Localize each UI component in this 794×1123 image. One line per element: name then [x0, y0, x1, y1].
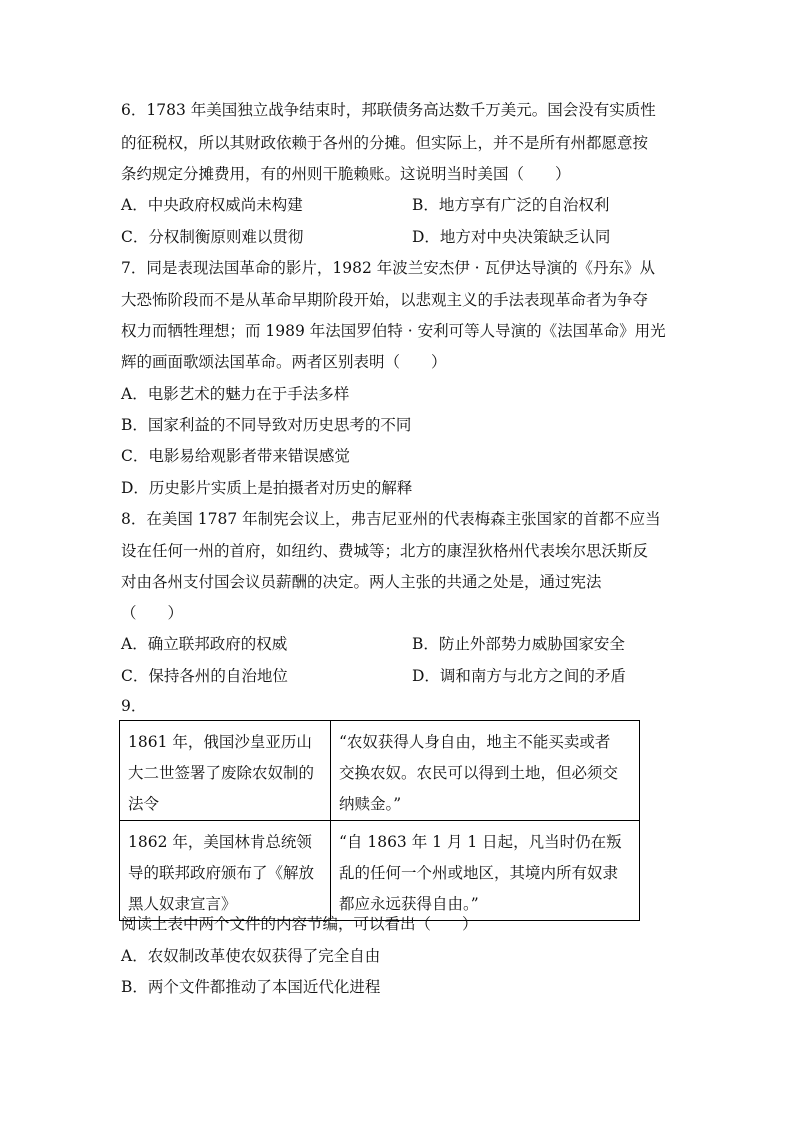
q9-option-b: B．两个文件都推动了本国近代化进程 — [121, 978, 381, 996]
q7-stem-line-3: 权力而牺牲理想；而 1989 年法国罗伯特 · 安利可等人导演的《法国革命》用光 — [121, 322, 666, 340]
q6-stem-line-3: 条约规定分摊费用，有的州则干脆赖账。这说明当时美国（ ） — [121, 165, 571, 183]
q6-option-a: A．中央政府权威尚未构建 — [121, 196, 303, 214]
table-cell-russia-event — [120, 721, 331, 821]
q7-option-a: A．电影艺术的魅力在于手法多样 — [121, 385, 350, 403]
cell-line: 都应永远获得自由。” — [339, 895, 479, 913]
q8-option-a: A．确立联邦政府的权威 — [121, 635, 288, 653]
q6-option-b: B．地方享有广泛的自治权利 — [412, 196, 610, 214]
q9-option-a: A．农奴制改革使农奴获得了完全自由 — [121, 947, 381, 965]
q7-stem-line-2: 大恐怖阶段而不是从革命早期阶段开始，以悲观主义的手法表现革命者为争夺 — [121, 291, 649, 309]
cell-line: “自 1863 年 1 月 1 日起，凡当时仍在叛 — [339, 833, 622, 851]
cell-line: 乱的任何一个州或地区，其境内所有奴隶 — [339, 864, 619, 882]
table-cell-usa-event — [120, 821, 331, 921]
q8-option-c: C．保持各州的自治地位 — [121, 667, 288, 685]
q8-stem-line-4: （ ） — [121, 604, 184, 622]
cell-line: 法令 — [128, 795, 160, 813]
table-row — [120, 721, 640, 821]
q8-option-b: B．防止外部势力威胁国家安全 — [412, 635, 625, 653]
cell-line: 大二世签署了废除农奴制的 — [128, 764, 315, 782]
q6-stem-line-2: 的征税权，所以其财政依赖于各州的分摊。但实际上，并不是所有州都愿意按 — [121, 134, 649, 152]
q9-document-table — [119, 720, 640, 921]
q8-stem-line-3: 对由各州支付国会议员薪酬的决定。两人主张的共通之处是，通过宪法 — [121, 573, 602, 591]
cell-line: 1861 年，俄国沙皇亚历山 — [128, 733, 312, 751]
q7-option-b: B．国家利益的不同导致对历史思考的不同 — [121, 416, 412, 434]
cell-line: 导的联邦政府颁布了《解放 — [128, 864, 315, 882]
q7-stem-line-4: 辉的画面歌颂法国革命。两者区别表明（ ） — [121, 353, 447, 371]
q8-stem-line-2: 设在任何一州的首府，如纽约、费城等；北方的康涅狄格州代表埃尔思沃斯反 — [121, 542, 649, 560]
table-cell-russia-quote — [331, 721, 640, 821]
q6-option-d: D．地方对中央决策缺乏认同 — [412, 228, 611, 246]
cell-line: 1862 年，美国林肯总统领 — [128, 833, 312, 851]
q7-option-c: C．电影易给观影者带来错误感觉 — [121, 447, 350, 465]
q9-number: 9． — [121, 697, 147, 715]
q6-option-c: C．分权制衡原则难以贯彻 — [121, 228, 304, 246]
table-cell-usa-quote — [331, 821, 640, 921]
cell-line: “农奴获得人身自由，地主不能买卖或者 — [339, 733, 611, 751]
cell-line: 纳赎金。” — [339, 795, 402, 813]
q8-option-d: D．调和南方与北方之间的矛盾 — [412, 667, 626, 685]
q8-stem-line-1: 8．在美国 1787 年制宪会议上，弗吉尼亚州的代表梅森主张国家的首都不应当 — [121, 510, 661, 528]
q7-stem-line-1: 7．同是表现法国革命的影片，1982 年波兰安杰伊 · 瓦伊达导演的《丹东》从 — [121, 259, 656, 277]
q6-stem-line-1: 6．1783 年美国独立战争结束时，邦联债务高达数千万美元。国会没有实质性 — [121, 101, 656, 119]
q9-stem: 阅读上表中两个文件的内容节编，可以看出（ ） — [121, 915, 478, 933]
table-row — [120, 821, 640, 921]
cell-line: 黑人奴隶宣言》 — [128, 895, 237, 913]
cell-line: 交换农奴。农民可以得到土地，但必须交 — [339, 764, 619, 782]
q7-option-d: D．历史影片实质上是拍摄者对历史的解释 — [121, 479, 413, 497]
